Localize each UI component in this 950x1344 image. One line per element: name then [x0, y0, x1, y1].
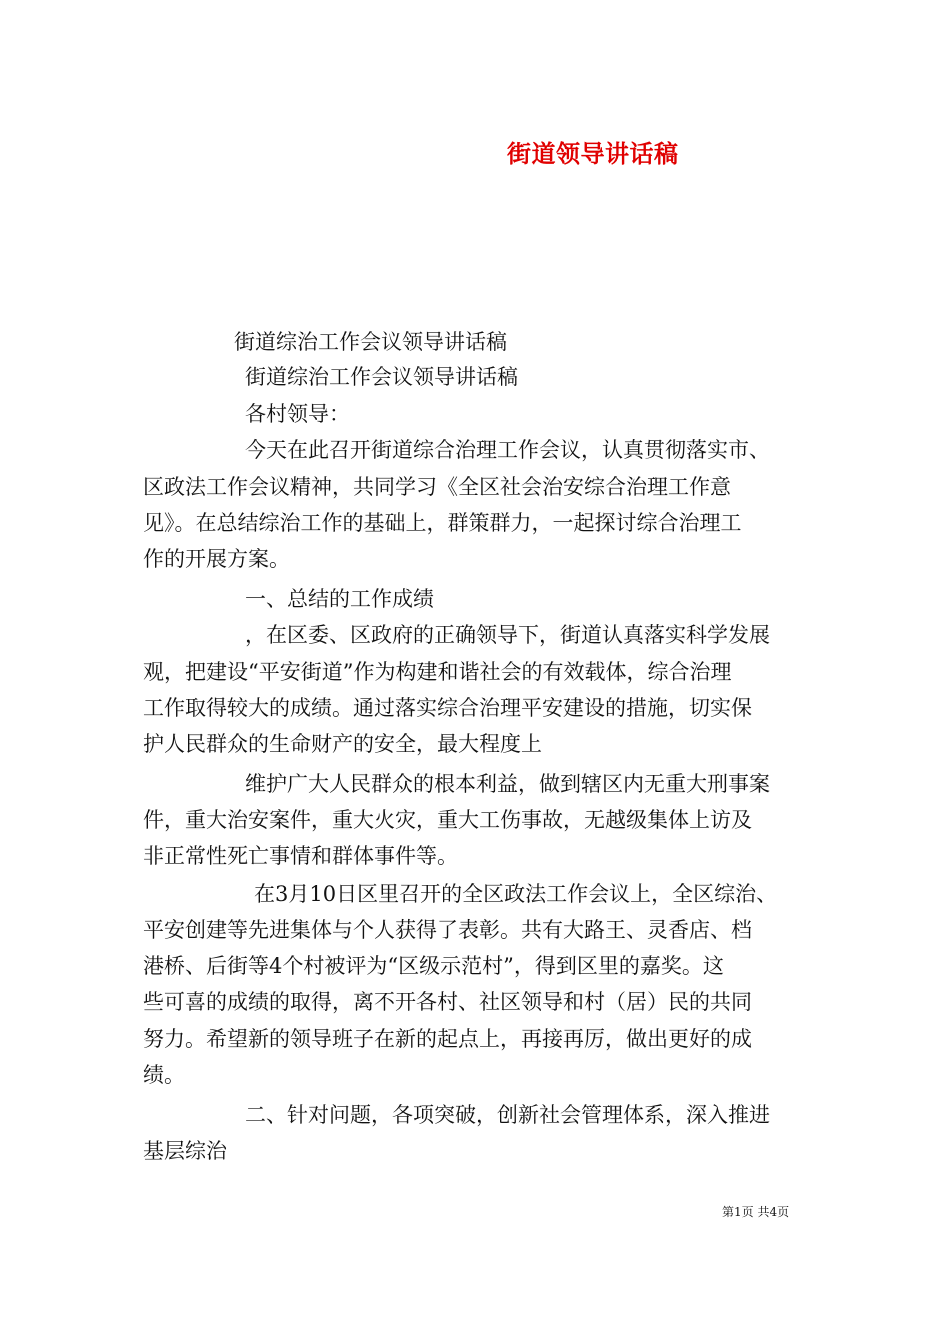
- body-line-2: 街道综治工作会议领导讲话稿: [245, 365, 518, 389]
- body-line-10: 观，把建设“平安街道”作为构建和谐社会的有效载体，综合治理: [143, 660, 732, 684]
- body-line-8: 一、总结的工作成绩: [245, 587, 434, 611]
- body-line-13: 维护广大人民群众的根本利益，做到辖区内无重大刑事案: [245, 772, 770, 796]
- body-line-11: 工作取得较大的成绩。通过落实综合治理平安建设的措施，切实保: [143, 696, 752, 720]
- body-line-19: 些可喜的成绩的取得，离不开各村、社区领导和村（居）民的共同: [143, 990, 752, 1014]
- body-line-7: 作的开展方案。: [143, 547, 290, 571]
- body-line-9: ，在区委、区政府的正确领导下，街道认真落实科学发展: [245, 623, 770, 647]
- page-number: 第1页 共4页: [722, 1205, 790, 1219]
- body-line-4: 今天在此召开街道综合治理工作会议，认真贯彻落实市、: [245, 438, 770, 462]
- body-line-5: 区政法工作会议精神，共同学习《全区社会治安综合治理工作意: [143, 475, 731, 499]
- body-line-16: 在3月10日区里召开的全区政法工作会议上，全区综治、: [254, 882, 778, 906]
- body-line-15: 非正常性死亡事情和群体事件等。: [143, 844, 458, 868]
- body-line-22: 二、针对问题，各项突破，创新社会管理体系，深入推进: [245, 1103, 770, 1127]
- body-line-18: 港桥、后街等4个村被评为“区级示范村”，得到区里的嘉奖。这: [143, 954, 724, 978]
- body-line-6: 见》。在总结综治工作的基础上，群策群力，一起探讨综合治理工: [143, 511, 742, 535]
- body-line-20: 努力。希望新的领导班子在新的起点上，再接再厉，做出更好的成: [143, 1027, 752, 1051]
- document-title: 街道领导讲话稿: [507, 139, 679, 168]
- body-line-23: 基层综治: [143, 1139, 227, 1163]
- body-line-3: 各村领导：: [245, 402, 350, 426]
- body-line-14: 件，重大治安案件，重大火灾，重大工伤事故，无越级集体上访及: [143, 808, 752, 832]
- body-line-12: 护人民群众的生命财产的安全，最大程度上: [143, 732, 542, 756]
- body-line-17: 平安创建等先进集体与个人获得了表彰。共有大路王、灵香店、档: [143, 918, 752, 942]
- body-line-1: 街道综治工作会议领导讲话稿: [234, 330, 507, 354]
- body-line-21: 绩。: [143, 1063, 185, 1087]
